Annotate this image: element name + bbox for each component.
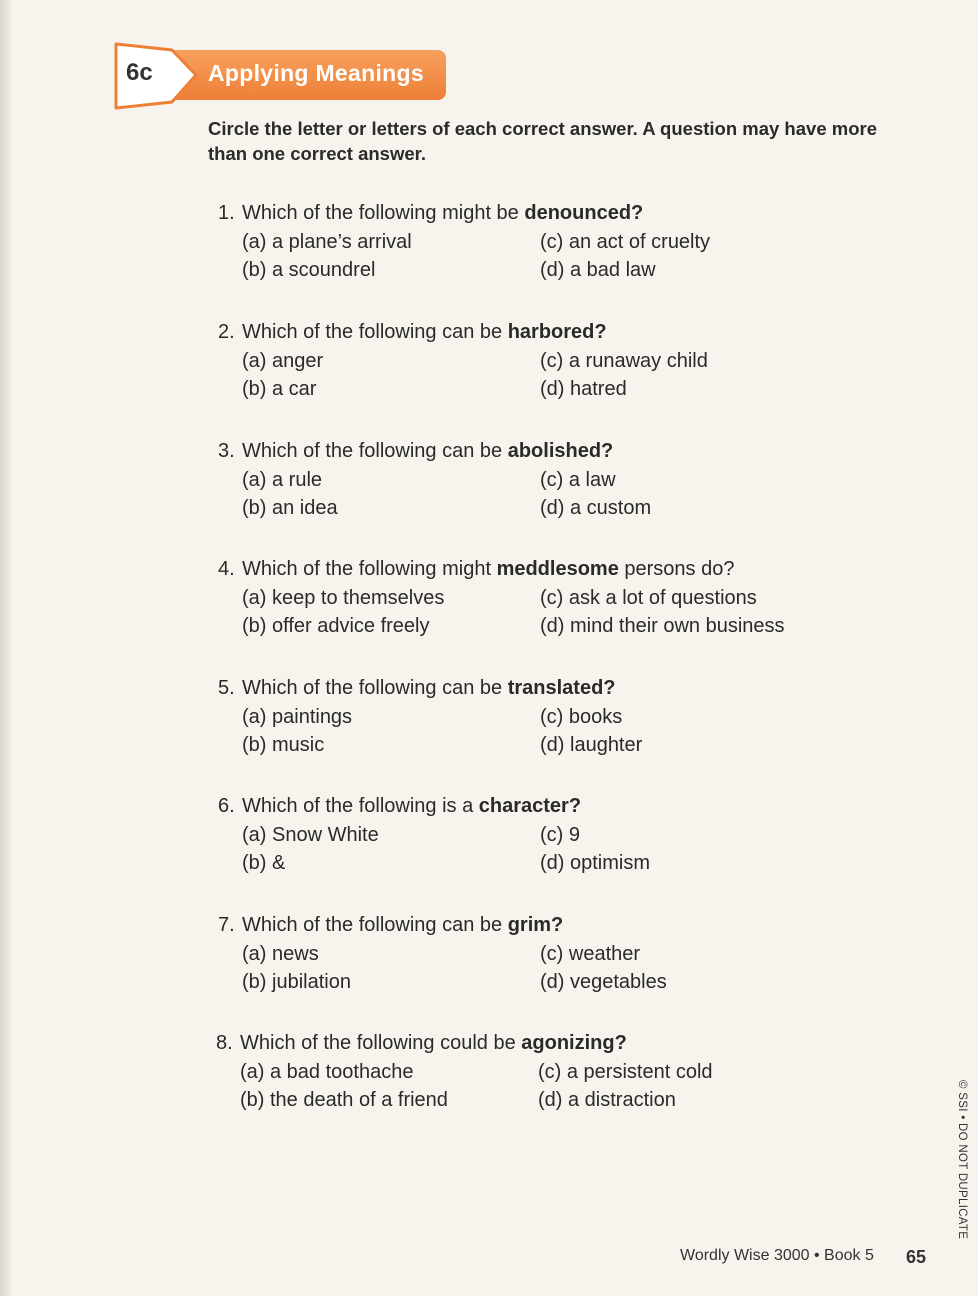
answer-choices — [242, 821, 858, 879]
answer-choices — [242, 347, 858, 405]
copyright-text: © SSI • DO NOT DUPLICATE — [956, 1080, 968, 1240]
answer-choice-d[interactable]: (d) optimism — [540, 851, 651, 874]
answer-choice-a[interactable]: (a) paintings — [242, 705, 353, 728]
answer-choice-d[interactable]: (d) a distraction — [538, 1088, 676, 1111]
footer-book: Wordly Wise 3000 • Book 5 — [680, 1247, 874, 1264]
answer-choice-b[interactable]: (b) music — [242, 733, 325, 756]
question-number: 5. — [218, 677, 235, 699]
answer-choice-d[interactable]: (d) a bad law — [540, 258, 656, 281]
answer-choice-b[interactable]: (b) offer advice freely — [242, 614, 430, 637]
answer-choice-c[interactable]: (c) weather — [540, 942, 641, 965]
question-stem — [218, 792, 858, 821]
answer-choice-a[interactable]: (a) keep to themselves — [242, 586, 445, 609]
answer-choice-a[interactable]: (a) a rule — [242, 468, 323, 491]
question-stem — [218, 318, 858, 347]
question — [218, 792, 858, 879]
question — [218, 911, 858, 998]
question-text: Which of the following can be — [242, 321, 508, 343]
answer-choices — [242, 466, 858, 524]
question-keyword: translated? — [507, 677, 616, 699]
question-keyword: character? — [478, 795, 582, 817]
answer-choice-c[interactable]: (c) an act of cruelty — [540, 230, 711, 253]
question — [216, 1029, 856, 1116]
page-edge — [0, 0, 14, 1296]
answer-choice-c[interactable]: (c) books — [540, 705, 623, 728]
answer-choice-c[interactable]: (c) ask a lot of questions — [540, 586, 757, 609]
answer-choices — [242, 940, 858, 998]
question-keyword: denounced? — [524, 202, 644, 224]
question-stem — [216, 1029, 856, 1058]
question-number: 7. — [218, 914, 235, 936]
question-text: Which of the following might be — [242, 202, 525, 224]
answer-choice-d[interactable]: (d) vegetables — [540, 970, 667, 993]
section-code: 6c — [126, 59, 153, 86]
answer-choice-d[interactable]: (d) a custom — [540, 496, 652, 519]
answer-choices — [242, 228, 858, 286]
answer-choice-a[interactable]: (a) a bad toothache — [240, 1060, 414, 1083]
question-number: 6. — [218, 795, 235, 817]
answer-choice-c[interactable]: (c) 9 — [540, 823, 580, 846]
question-stem — [218, 199, 858, 228]
answer-choice-a[interactable]: (a) anger — [242, 349, 324, 372]
answer-choice-b[interactable]: (b) a scoundrel — [242, 258, 376, 281]
answer-choice-d[interactable]: (d) hatred — [540, 377, 627, 400]
answer-choices — [240, 1058, 856, 1116]
section-title: Applying Meanings — [208, 60, 424, 86]
question-number: 1. — [218, 202, 235, 224]
section-banner — [114, 42, 454, 112]
answer-choice-b[interactable]: (b) jubilation — [242, 970, 351, 993]
answer-choice-c[interactable]: (c) a law — [540, 468, 616, 491]
question-text: Which of the following is a — [242, 795, 479, 817]
question-stem — [218, 911, 858, 940]
question-number: 2. — [218, 321, 235, 343]
answer-choice-a[interactable]: (a) news — [242, 942, 319, 965]
question-number: 3. — [218, 440, 235, 462]
question — [218, 674, 858, 761]
question-stem — [218, 555, 858, 584]
question — [218, 199, 858, 286]
answer-choice-d[interactable]: (d) mind their own business — [540, 614, 785, 637]
answer-choice-a[interactable]: (a) a plane’s arrival — [242, 230, 412, 253]
answer-choice-c[interactable]: (c) a runaway child — [540, 349, 708, 372]
answer-choice-a[interactable]: (a) Snow White — [242, 823, 379, 846]
question-number: 8. — [216, 1032, 233, 1054]
answer-choice-b[interactable]: (b) & — [242, 851, 286, 874]
answer-choices — [242, 584, 858, 642]
question-text: Which of the following can be — [242, 440, 508, 462]
question-keyword: abolished? — [507, 440, 614, 462]
question-text: Which of the following could be — [240, 1032, 522, 1054]
question-text: Which of the following can be — [242, 677, 508, 699]
answer-choice-b[interactable]: (b) a car — [242, 377, 317, 400]
page-number: 65 — [906, 1247, 927, 1267]
instructions: Circle the letter or letters of each correct answer. A question may have more than one correct answer. — [208, 118, 877, 164]
question — [218, 555, 858, 642]
question-text-end: persons do? — [618, 558, 735, 580]
question-keyword: agonizing? — [521, 1032, 627, 1054]
answer-choice-b[interactable]: (b) an idea — [242, 496, 338, 519]
question-text: Which of the following can be — [242, 914, 508, 936]
question-stem — [218, 437, 858, 466]
question-keyword: meddlesome — [496, 558, 619, 580]
answer-choice-b[interactable]: (b) the death of a friend — [240, 1088, 448, 1111]
question-keyword: harbored? — [507, 321, 607, 343]
question-stem — [218, 674, 858, 703]
answer-choices — [242, 703, 858, 761]
question-number: 4. — [218, 558, 235, 580]
question — [218, 437, 858, 524]
question-text: Which of the following might — [242, 558, 497, 580]
question-keyword: grim? — [507, 914, 564, 936]
question — [218, 318, 858, 405]
answer-choice-c[interactable]: (c) a persistent cold — [538, 1060, 713, 1083]
copyright-notice — [950, 1080, 968, 1240]
answer-choice-d[interactable]: (d) laughter — [540, 733, 643, 756]
